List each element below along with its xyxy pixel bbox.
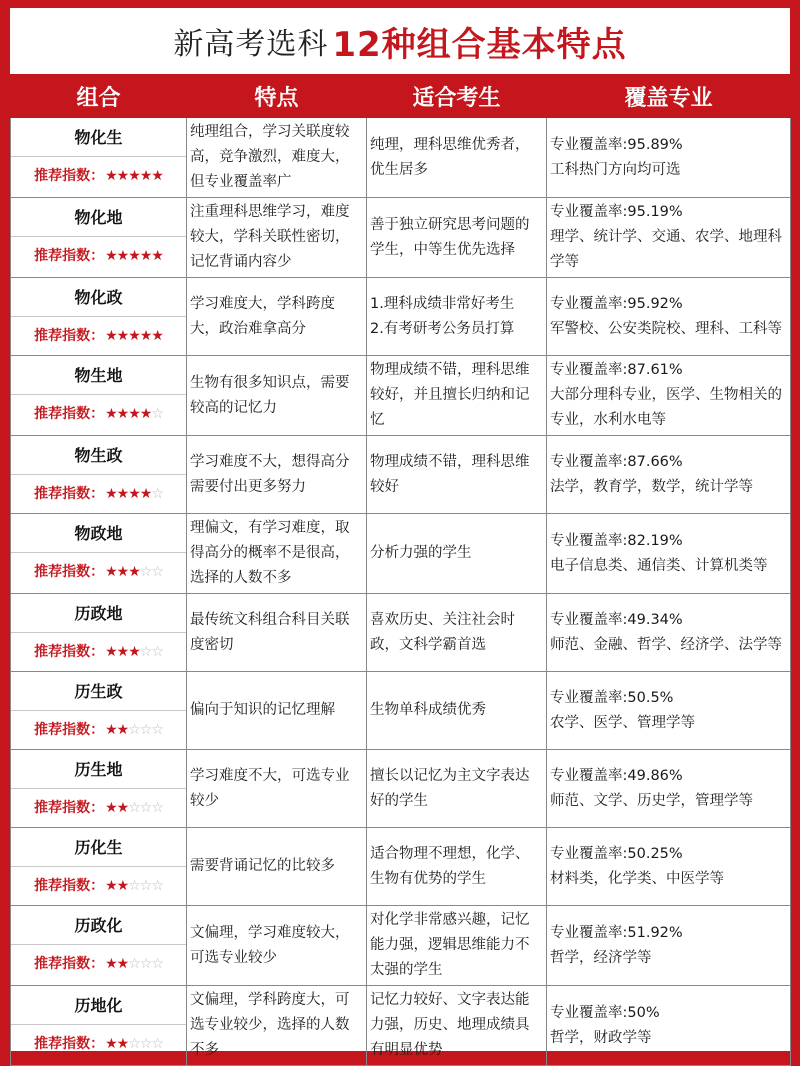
- recommend-label: 推荐指数：: [34, 877, 105, 894]
- star-filled-icon: ★: [105, 485, 117, 502]
- star-empty-icon: ☆: [139, 721, 152, 738]
- feature-cell: 生物有很多知识点，需要较高的记忆力: [187, 356, 367, 436]
- star-filled-icon: ★: [116, 799, 129, 816]
- star-rating: [105, 244, 163, 269]
- feature-cell: 学习难度不大，想得高分需要付出更多努力: [187, 436, 367, 514]
- star-filled-icon: ★: [116, 327, 129, 344]
- star-empty-icon: ☆: [139, 563, 152, 580]
- suitable-cell: 对化学非常感兴趣，记忆能力强，逻辑思维能力不太强的学生: [367, 906, 547, 986]
- combo-cell: [11, 750, 187, 828]
- recommend-label: 推荐指数：: [34, 167, 105, 184]
- star-filled-icon: ★: [105, 247, 117, 264]
- recommend-index: [11, 395, 186, 433]
- feature-cell: 最传统文科组合科目关联度密切: [187, 594, 367, 672]
- table-row: [11, 198, 791, 278]
- star-empty-icon: ☆: [151, 485, 163, 502]
- coverage-cell: 专业覆盖率:50.25% 材料类，化学类、中医学等: [547, 828, 791, 906]
- feature-cell: 注重理科思维学习，难度较大，学科关联性密切，记忆背诵内容少: [187, 198, 367, 278]
- table-row: [11, 514, 791, 594]
- star-filled-icon: ★: [105, 327, 117, 344]
- star-filled-icon: ★: [128, 167, 140, 184]
- suitable-cell: 喜欢历史、关注社会时政，文科学霸首选: [367, 594, 547, 672]
- recommend-index: [11, 945, 186, 983]
- star-filled-icon: ★: [116, 167, 129, 184]
- combo-name: 历生政: [11, 672, 186, 711]
- star-filled-icon: ★: [105, 167, 117, 184]
- star-empty-icon: ☆: [128, 877, 140, 894]
- star-rating: [105, 796, 163, 821]
- feature-cell: 纯理组合，学习关联度较高，竞争激烈，难度大，但专业覆盖率广: [187, 118, 367, 198]
- suitable-cell: 物理成绩不错，理科思维较好: [367, 436, 547, 514]
- star-empty-icon: ☆: [128, 721, 140, 738]
- star-filled-icon: ★: [105, 721, 117, 738]
- star-empty-icon: ☆: [151, 799, 163, 816]
- recommend-index: [11, 867, 186, 905]
- feature-cell: 学习难度大，学科跨度大，政治难拿高分: [187, 278, 367, 356]
- star-empty-icon: ☆: [128, 1035, 140, 1052]
- star-rating: [105, 324, 163, 349]
- star-filled-icon: ★: [116, 955, 129, 972]
- feature-cell: 文偏理，学习难度较大，可选专业较少: [187, 906, 367, 986]
- recommend-index: [11, 633, 186, 671]
- combo-cell: [11, 198, 187, 278]
- table-row: [11, 118, 791, 198]
- star-rating: [105, 560, 163, 585]
- suitable-cell: 适合物理不理想，化学、生物有优势的学生: [367, 828, 547, 906]
- suitable-cell: 物理成绩不错，理科思维较好，并且擅长归纳和记忆: [367, 356, 547, 436]
- star-filled-icon: ★: [128, 405, 140, 422]
- recommend-index: [11, 317, 186, 355]
- recommend-label: 推荐指数：: [34, 327, 105, 344]
- combo-name: 历政化: [11, 906, 186, 945]
- star-filled-icon: ★: [128, 643, 140, 660]
- table-row: [11, 672, 791, 750]
- star-filled-icon: ★: [116, 247, 129, 264]
- star-filled-icon: ★: [139, 485, 152, 502]
- star-rating: [105, 164, 163, 189]
- coverage-cell: 专业覆盖率:50.5% 农学、医学、管理学等: [547, 672, 791, 750]
- star-rating: [105, 402, 163, 427]
- table-header-row: [11, 75, 791, 118]
- combo-name: 历生地: [11, 750, 186, 789]
- star-empty-icon: ☆: [139, 877, 152, 894]
- combo-cell: [11, 278, 187, 356]
- star-filled-icon: ★: [139, 405, 152, 422]
- recommend-index: [11, 475, 186, 513]
- suitable-cell: 纯理，理科思维优秀者，优生居多: [367, 118, 547, 198]
- coverage-cell: 专业覆盖率:50% 哲学，财政学等: [547, 986, 791, 1066]
- star-rating: [105, 718, 163, 743]
- star-empty-icon: ☆: [139, 799, 152, 816]
- star-filled-icon: ★: [139, 327, 152, 344]
- recommend-index: [11, 157, 186, 195]
- star-filled-icon: ★: [105, 1035, 117, 1052]
- coverage-cell: 专业覆盖率:87.61% 大部分理科专业，医学、生物相关的专业，水利水电等: [547, 356, 791, 436]
- feature-cell: 文偏理，学科跨度大，可选专业较少，选择的人数不多: [187, 986, 367, 1066]
- star-empty-icon: ☆: [151, 955, 163, 972]
- combo-cell: [11, 828, 187, 906]
- star-empty-icon: ☆: [151, 563, 163, 580]
- star-filled-icon: ★: [105, 799, 117, 816]
- star-filled-icon: ★: [128, 247, 140, 264]
- table-row: [11, 356, 791, 436]
- poster-frame: [10, 8, 790, 1058]
- star-empty-icon: ☆: [151, 877, 163, 894]
- star-filled-icon: ★: [105, 955, 117, 972]
- recommend-label: 推荐指数：: [34, 563, 105, 580]
- recommend-index: [11, 711, 186, 749]
- feature-cell: 需要背诵记忆的比较多: [187, 828, 367, 906]
- table-row: [11, 594, 791, 672]
- star-filled-icon: ★: [116, 1035, 129, 1052]
- star-filled-icon: ★: [116, 405, 129, 422]
- recommend-index: [11, 789, 186, 827]
- coverage-cell: 专业覆盖率:95.19% 理学、统计学、交通、农学、地理科学等: [547, 198, 791, 278]
- feature-cell: 学习难度不大，可选专业较少: [187, 750, 367, 828]
- recommend-index: [11, 1025, 186, 1063]
- page-title: [10, 8, 790, 74]
- suitable-cell: 分析力强的学生: [367, 514, 547, 594]
- star-filled-icon: ★: [116, 643, 129, 660]
- recommend-label: 推荐指数：: [34, 1035, 105, 1052]
- coverage-cell: 专业覆盖率:49.86% 师范、文学、历史学，管理学等: [547, 750, 791, 828]
- star-filled-icon: ★: [105, 563, 117, 580]
- table-row: [11, 436, 791, 514]
- title-part2: 12种组合基本特点: [332, 24, 627, 65]
- table-row: [11, 278, 791, 356]
- title-part1: 新高考选科: [173, 27, 329, 62]
- star-rating: [105, 640, 163, 665]
- recommend-label: 推荐指数：: [34, 405, 105, 422]
- suitable-cell: 记忆力较好、文字表达能力强，历史、地理成绩具有明显优势: [367, 986, 547, 1066]
- coverage-cell: 专业覆盖率:95.89% 工科热门方向均可选: [547, 118, 791, 198]
- star-empty-icon: ☆: [128, 955, 140, 972]
- star-filled-icon: ★: [151, 167, 163, 184]
- star-empty-icon: ☆: [139, 1035, 152, 1052]
- combo-name: 历地化: [11, 986, 186, 1025]
- recommend-label: 推荐指数：: [34, 643, 105, 660]
- star-filled-icon: ★: [128, 485, 140, 502]
- recommend-label: 推荐指数：: [34, 955, 105, 972]
- star-filled-icon: ★: [151, 327, 163, 344]
- coverage-cell: 专业覆盖率:95.92% 军警校、公安类院校、理科、工科等: [547, 278, 791, 356]
- recommend-label: 推荐指数：: [34, 721, 105, 738]
- table-body: [11, 118, 791, 1066]
- recommend-label: 推荐指数：: [34, 247, 105, 264]
- combo-cell: [11, 594, 187, 672]
- star-filled-icon: ★: [105, 405, 117, 422]
- star-filled-icon: ★: [151, 247, 163, 264]
- combo-name: 物化地: [11, 198, 186, 237]
- star-rating: [105, 874, 163, 899]
- star-empty-icon: ☆: [151, 405, 163, 422]
- combo-cell: [11, 672, 187, 750]
- star-empty-icon: ☆: [139, 955, 152, 972]
- coverage-cell: 专业覆盖率:51.92% 哲学，经济学等: [547, 906, 791, 986]
- recommend-label: 推荐指数：: [34, 485, 105, 502]
- table-row: [11, 750, 791, 828]
- recommend-index: [11, 237, 186, 275]
- star-empty-icon: ☆: [151, 721, 163, 738]
- star-filled-icon: ★: [139, 247, 152, 264]
- feature-cell: 理偏文，有学习难度，取得高分的概率不是很高，选择的人数不多: [187, 514, 367, 594]
- star-rating: [105, 1032, 163, 1057]
- combo-cell: [11, 436, 187, 514]
- table-row: [11, 906, 791, 986]
- star-filled-icon: ★: [116, 485, 129, 502]
- combo-name: 历政地: [11, 594, 186, 633]
- table-row: [11, 986, 791, 1066]
- coverage-cell: 专业覆盖率:87.66% 法学，教育学，数学，统计学等: [547, 436, 791, 514]
- combo-cell: [11, 356, 187, 436]
- combo-name: 物生地: [11, 356, 186, 395]
- star-empty-icon: ☆: [151, 643, 163, 660]
- header-suitable: 适合考生: [367, 75, 547, 118]
- star-filled-icon: ★: [116, 721, 129, 738]
- star-filled-icon: ★: [128, 327, 140, 344]
- header-combo: 组合: [11, 75, 187, 118]
- header-coverage: 覆盖专业: [547, 75, 791, 118]
- star-filled-icon: ★: [105, 643, 117, 660]
- combo-name: 历化生: [11, 828, 186, 867]
- combo-name: 物政地: [11, 514, 186, 553]
- star-filled-icon: ★: [116, 877, 129, 894]
- star-empty-icon: ☆: [151, 1035, 163, 1052]
- recommend-index: [11, 553, 186, 591]
- header-feature: 特点: [187, 75, 367, 118]
- combo-cell: [11, 514, 187, 594]
- star-filled-icon: ★: [105, 877, 117, 894]
- star-empty-icon: ☆: [139, 643, 152, 660]
- coverage-cell: 专业覆盖率:82.19% 电子信息类、通信类、计算机类等: [547, 514, 791, 594]
- feature-cell: 偏向于知识的记忆理解: [187, 672, 367, 750]
- table-row: [11, 828, 791, 906]
- suitable-cell: 善于独立研究思考问题的学生，中等生优先选择: [367, 198, 547, 278]
- combo-name: 物化生: [11, 118, 186, 157]
- star-filled-icon: ★: [139, 167, 152, 184]
- combo-cell: [11, 906, 187, 986]
- suitable-cell: 擅长以记忆为主文字表达好的学生: [367, 750, 547, 828]
- suitable-cell: 生物单科成绩优秀: [367, 672, 547, 750]
- recommend-label: 推荐指数：: [34, 799, 105, 816]
- suitable-cell: 1.理科成绩非常好考生 2.有考研考公务员打算: [367, 278, 547, 356]
- star-rating: [105, 482, 163, 507]
- combo-name: 物生政: [11, 436, 186, 475]
- star-rating: [105, 952, 163, 977]
- coverage-cell: 专业覆盖率:49.34% 师范、金融、哲学、经济学、法学等: [547, 594, 791, 672]
- star-empty-icon: ☆: [128, 799, 140, 816]
- combo-cell: [11, 986, 187, 1066]
- combination-table: [10, 74, 791, 1066]
- star-filled-icon: ★: [128, 563, 140, 580]
- combo-cell: [11, 118, 187, 198]
- combo-name: 物化政: [11, 278, 186, 317]
- star-filled-icon: ★: [116, 563, 129, 580]
